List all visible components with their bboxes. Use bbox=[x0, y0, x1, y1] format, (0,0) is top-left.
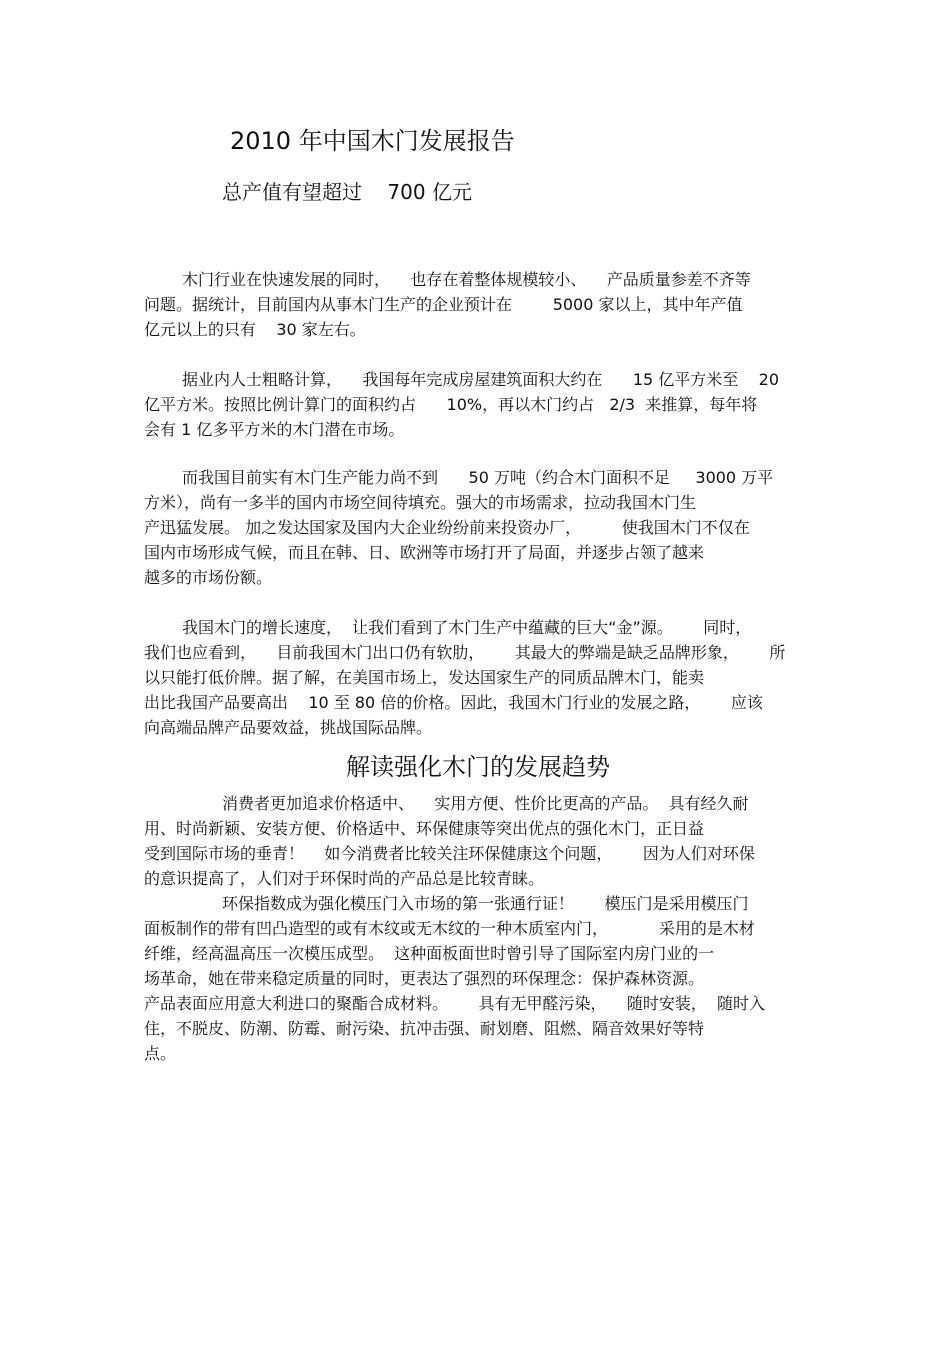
paragraph-line: 亿平方米。按照比例计算门的面积约占 10%，再以木门约占 2/3 来推算，每年将 bbox=[144, 395, 758, 414]
paragraph-line: 面板制作的带有凹凸造型的或有木纹或无木纹的一种木质室内门， 采用的是木材 bbox=[144, 919, 755, 938]
paragraph-line: 用、时尚新颖、安装方便、价格适中、环保健康等突出优点的强化木门，正日益 bbox=[144, 819, 705, 838]
paragraph-line: 据业内人士粗略计算， 我国每年完成房屋建筑面积大约在 15 亿平方米至 20 bbox=[182, 370, 780, 389]
paragraph-line: 出比我国产品要高出 10 至 80 倍的价格。因此，我国木门行业的发展之路， 应该 bbox=[144, 693, 763, 712]
paragraph-line: 消费者更加追求价格适中、 实用方便、性价比更高的产品。 具有经久耐 bbox=[222, 794, 749, 813]
paragraph-line: 木门行业在快速发展的同时， 也存在着整体规模较小、 产品质量参差不齐等 bbox=[182, 270, 751, 289]
section-heading: 解读强化木门的发展趋势 bbox=[346, 753, 610, 781]
document-title: 2010 年中国木门发展报告 bbox=[230, 127, 515, 155]
paragraph-line: 国内市场形成气候，而且在韩、日、欧洲等市场打开了局面，并逐步占领了越来 bbox=[144, 543, 705, 562]
paragraph-line: 会有 1 亿多平方米的木门潜在市场。 bbox=[144, 420, 405, 439]
paragraph-line: 以只能打低价牌。据了解，在美国市场上，发达国家生产的同质品牌木门，能卖 bbox=[144, 668, 705, 687]
paragraph-line: 我国木门的增长速度， 让我们看到了木门生产中蕴藏的巨大“金”源。 同时， bbox=[182, 618, 752, 637]
paragraph-line: 问题。据统计，目前国内从事木门生产的企业预计在 5000 家以上，其中年产值 bbox=[144, 295, 743, 314]
paragraph-line: 产迅猛发展。 加之发达国家及国内大企业纷纷前来投资办厂， 使我国木门不仅在 bbox=[144, 518, 750, 537]
paragraph-line: 而我国目前实有木门生产能力尚不到 50 万吨（约合木门面积不足 3000 万平 bbox=[182, 468, 774, 487]
paragraph-line: 点。 bbox=[144, 1044, 177, 1063]
paragraph-line: 我们也应看到， 目前我国木门出口仍有软肋， 其最大的弊端是缺乏品牌形象， 所 bbox=[144, 643, 786, 662]
paragraph-line: 场革命，她在带来稳定质量的同时，更表达了强烈的环保理念：保护森林资源。 bbox=[144, 969, 705, 988]
paragraph-line: 的意识提高了，人们对于环保时尚的产品总是比较青睐。 bbox=[144, 869, 545, 888]
paragraph-line: 产品表面应用意大利进口的聚酯合成材料。 具有无甲醛污染， 随时安装， 随时入 bbox=[144, 994, 766, 1013]
paragraph-line: 亿元以上的只有 30 家左右。 bbox=[144, 320, 366, 339]
paragraph-line: 纤维，经高温高压一次模压成型。 这种面板面世时曾引导了国际室内房门业的一 bbox=[144, 944, 715, 963]
paragraph-line: 越多的市场份额。 bbox=[144, 568, 273, 587]
paragraph-line: 环保指数成为强化模压门入市场的第一张通行证！ 模压门是采用模压门 bbox=[222, 894, 749, 913]
paragraph-line: 受到国际市场的垂青！ 如今消费者比较关注环保健康这个问题， 因为人们对环保 bbox=[144, 844, 755, 863]
paragraph-line: 向高端品牌产品要效益，挑战国际品牌。 bbox=[144, 718, 433, 737]
paragraph-line: 住，不脱皮、防潮、防霉、耐污染、抗冲击强、耐划磨、阻燃、隔音效果好等特 bbox=[144, 1019, 705, 1038]
document-subtitle: 总产值有望超过 700 亿元 bbox=[222, 180, 472, 204]
paragraph-line: 方米），尚有一多半的国内市场空间待填充。强大的市场需求，拉动我国木门生 bbox=[144, 493, 697, 512]
